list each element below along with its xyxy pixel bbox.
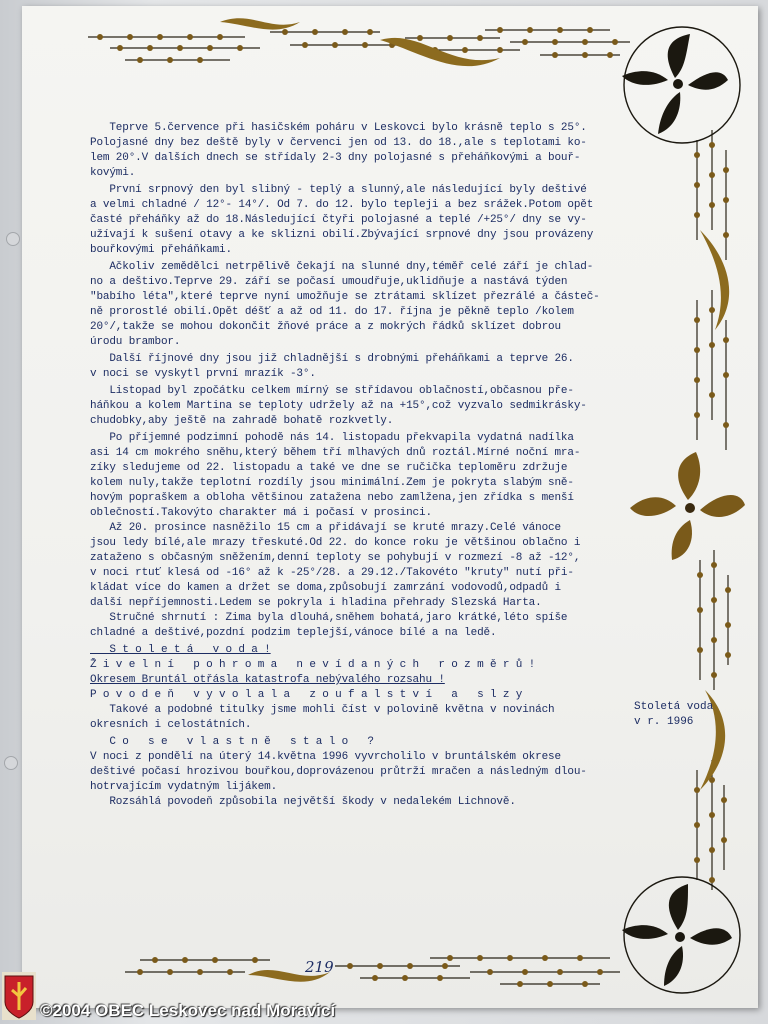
text-line: kolem nuly,takže teplotní rozdíly jsou minimální.Zem je pokryta slabým sně- <box>90 477 574 489</box>
text-line: Stručné shrnutí : Zima byla dlouhá,sněhem bohatá,jaro krátké,léto spíše <box>90 612 568 624</box>
text-line: Takové a podobné titulky jsme mohli číst v polovině května v novinách <box>90 704 555 716</box>
section-heading: S t o l e t á v o d a ! <box>90 644 271 656</box>
copyright-caption: ©2004 OBEC Leskovec nad Moravicí <box>40 1001 336 1020</box>
text-line: užívají k sušení otavy a ke sklizni obilí.Zbývající srpnové dny jsou provázeny <box>90 229 594 241</box>
text-line: "babího léta",které teprve nyní umožňuje se ztrátami sklízet přezrálé a částeč- <box>90 291 600 303</box>
text-line: okresních i celostátních. <box>90 719 252 731</box>
text-line: a velmi chladné / 12°- 14°/. Od 7. do 12. bylo tepleji a bez srážek.Potom opět <box>90 199 594 211</box>
margin-note-line: Stoletá voda <box>634 701 714 713</box>
text-line: Rozsáhlá povodeň způsobila největší škody v nedalekém Lichnově. <box>90 796 516 808</box>
text-line: zíky sledujeme od 22. listopadu a také ve dne se ručička teploměru zdržuje <box>90 462 568 474</box>
text-line: První srpnový den byl slibný - teplý a slunný,ale následující byly deštivé <box>90 184 587 196</box>
text-line: Až 20. prosince nasněžilo 15 cm a přidávají se kruté mrazy.Celé vánoce <box>90 522 561 534</box>
text-line: kládat více do kamen a držet se doma,způsobují zamrzání vodovodů,odpadů i <box>90 582 561 594</box>
headline: P o v o d e ň v y v o l a l a z o u f a l s t v í a s l z y <box>90 689 523 701</box>
text-line: V noci z pondělí na úterý 14.května 1996 vyvrcholilo v bruntálském okrese <box>90 751 561 763</box>
text-line: 20°/,takže se mohou dokončit žňové práce a z mokrých řádků sklízet dobrou <box>90 321 561 333</box>
text-line: v noci rtuť klesá od -16° až k -25°/28. a 29.12./Takovéto "kruty" nutí při- <box>90 567 574 579</box>
text-line: časté přeháňky až do 18.Následující čtyři polojasné a teplé /+25°/ dny se vy- <box>90 214 587 226</box>
headline: Okresem Bruntál otřásla katastrofa nebývalého rozsahu ! <box>90 674 445 686</box>
text-line: Listopad byl zpočátku celkem mírný se střídavou oblačností,občasnou pře- <box>90 385 574 397</box>
text-line: bouřkovými přeháňkami. <box>90 244 232 256</box>
text-line: Ačkoliv zemědělci netrpělivě čekají na slunné dny,téměř celé září je chlad- <box>90 261 594 273</box>
text-line: zataženo s občasným sněžením,denní teploty se pohybují v rozmezí -8 až -12°, <box>90 552 581 564</box>
text-line: chladné a deštivé,pozdní podzim teplejší,vánoce bílé a na ledě. <box>90 627 497 639</box>
margin-note <box>634 700 749 730</box>
text-line: háňkou a kolem Martina se teploty udržely až na +15°,což vyzvalo sedmikrásky- <box>90 400 587 412</box>
headline: Ž i v e l n í p o h r o m a n e v í d a n ý c h r o z m ě r ů ! <box>90 659 536 671</box>
village-coat-of-arms-icon <box>2 972 36 1020</box>
typewritten-chronicle-text <box>90 121 635 810</box>
text-line: oblečností.Takovýto charakter má i počasí v prosinci. <box>90 507 432 519</box>
photo-footer <box>0 998 768 1024</box>
text-line: Polojasné dny bez deště byly v červenci jen od 13. do 18.,ale s teplotami ko- <box>90 137 587 149</box>
text-line: hovým popraškem a obloha většinou zatažena nebo zamlžena,jen zřídka s menší <box>90 492 574 504</box>
text-line: v noci se vyskytl první mrazík -3°. <box>90 368 316 380</box>
text-line: jsou ledy bílé,ale mrazy třeskuté.Od 22. do konce roku je většinou oblačno i <box>90 537 581 549</box>
text-line: no a deštivo.Teprve 29. září se počasí umoudřuje,uklidňuje a nastává týden <box>90 276 568 288</box>
text-line: asi 14 cm mokrého sněhu,který během tří mlhavých dnů roztál.Mírné noční mra- <box>90 447 581 459</box>
text-line: Po příjemné podzimní pohodě nás 14. listopadu překvapila vydatná nadílka <box>90 432 574 444</box>
text-line: Teprve 5.července při hasičském poháru v Leskovci bylo krásně teplo s 25°. <box>90 122 587 134</box>
text-line: Další říjnové dny jsou již chladnější s drobnými přeháňkami a teprve 26. <box>90 353 574 365</box>
text-line: úrodu brambor. <box>90 336 181 348</box>
text-line: další nepříjemnosti.Ledem se pokryla i hladina přehrady Slezská Harta. <box>90 597 542 609</box>
text-line: chudobky,aby ještě na zahradě bohatě rozkvetly. <box>90 415 394 427</box>
text-line: lem 20°.V dalších dnech se střídaly 2-3 dny polojasné s přeháňkovými a bouř- <box>90 152 581 164</box>
subheading-question: C o s e v l a s t n ě s t a l o ? <box>90 736 374 748</box>
text-line: kovými. <box>90 167 136 179</box>
text-line: deštivé počasí hrozivou bouřkou,doprovázenou průtrží mračen a následným dlou- <box>90 766 587 778</box>
margin-note-line: v r. 1996 <box>634 716 694 728</box>
text-line: hotrvajícím vydatným lijákem. <box>90 781 278 793</box>
page-number: 219 <box>305 958 334 976</box>
text-line: ně prorostlé obilí.Opět déšť a až od 11. do 17. října je pěkně teplo /kolem <box>90 306 574 318</box>
